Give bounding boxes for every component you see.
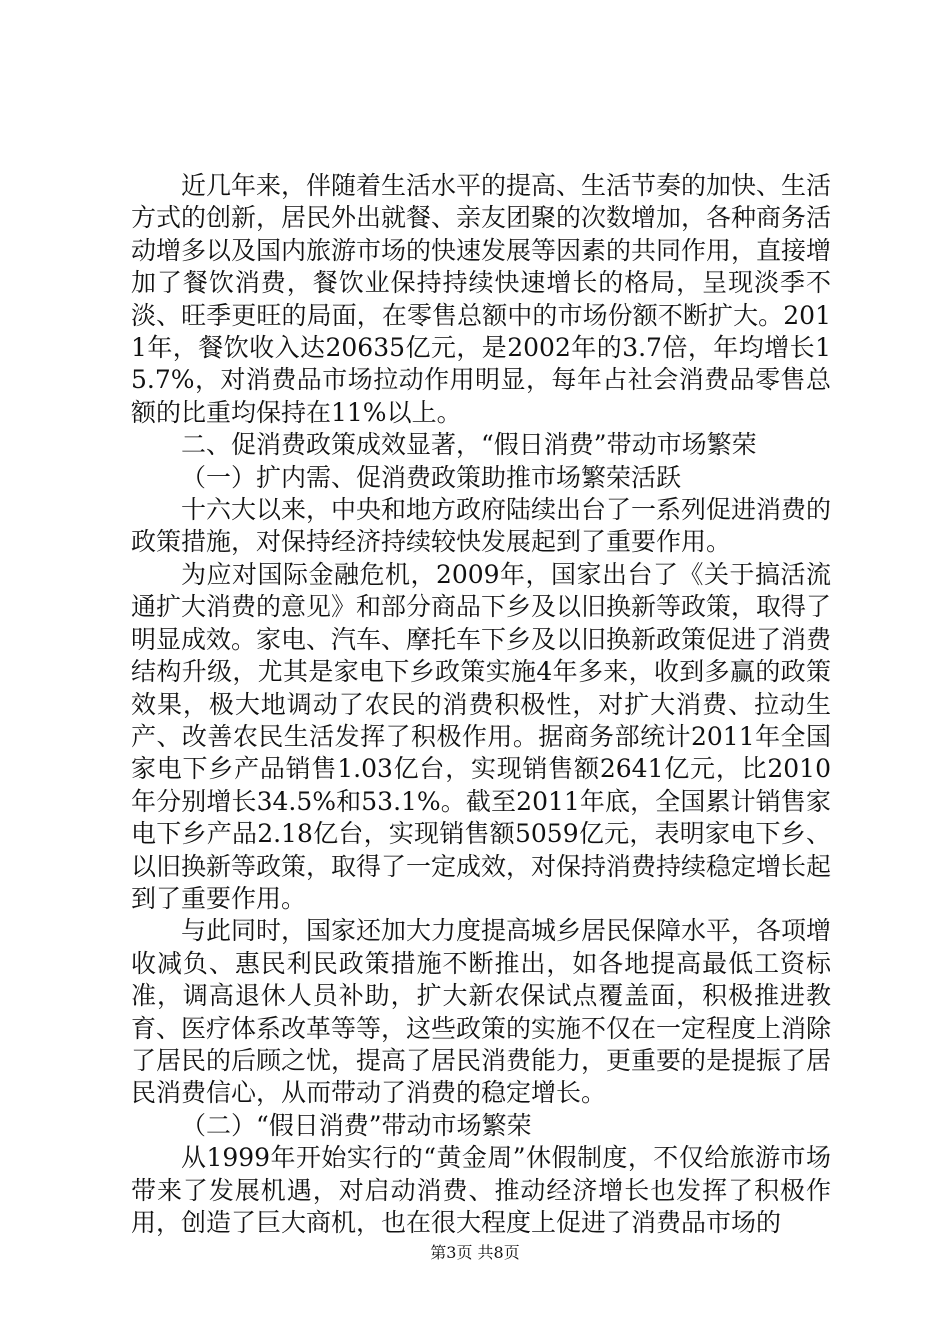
paragraph-financial-crisis-policy: 为应对国际金融危机，2009年，国家出台了《关于搞活流通扩大消费的意见》和部分商品下乡及以旧换新等政策，取得了明显成效。家电、汽车、摩托车下乡及以旧换新政策促进了消费结构升级，尤其是家电下乡政策实施4年多来，收到多赢的政策效果，极大地调动了农民的消费积极性，对扩大消费、拉动生产、改善农民生活发挥了积极作用。据商务部统计2011年全国家电下乡产品销售1.03亿台，实现销售额2641亿元，比2010年分别增长34.5%和53.1%。截至2011年底，全国累计销售家电下乡产品2.18亿台，实现销售额5059亿元，表明家电下乡、以旧换新等政策，取得了一定成效，对保持消费持续稳定增长起到了重要作用。	[131, 559, 832, 913]
page-number-footer: 第3页 共8页	[430, 1243, 520, 1262]
subsection-heading-1: （一）扩内需、促消费政策助推市场繁荣活跃	[181, 462, 682, 492]
paragraph-policy-intro: 十六大以来，中央和地方政府陆续出台了一系列促进消费的政策措施，对保持经济持续较快发展起到了重要作用。	[131, 495, 832, 557]
subsection-heading-2: （二）“假日消费”带动市场繁荣	[181, 1110, 532, 1140]
paragraph-social-security: 与此同时，国家还加大力度提高城乡居民保障水平，各项增收减负、惠民利民政策措施不断推出，如各地提高最低工资标准，调高退休人员补助，扩大新农保试点覆盖面，积极推进教育、医疗体系改革等等，这些政策的实施不仅在一定程度上消除了居民的后顾之忧，提高了居民消费能力，更重要的是提振了居民消费信心，从而带动了消费的稳定增长。	[131, 916, 832, 1108]
paragraph-catering-growth: 近几年来，伴随着生活水平的提高、生活节奏的加快、生活方式的创新，居民外出就餐、亲友团聚的次数增加，各种商务活动增多以及国内旅游市场的快速发展等因素的共同作用，直接增加了餐饮消费，餐饮业保持持续快速增长的格局，呈现淡季不淡、旺季更旺的局面，在零售总额中的市场份额不断扩大。2011年，餐饮收入达20635亿元，是2002年的3.7倍，年均增长15.7%，对消费品市场拉动作用明显，每年占社会消费品零售总额的比重均保持在11%以上。	[131, 171, 832, 427]
section-heading-2: 二、促消费政策成效显著，“假日消费”带动市场繁荣	[181, 430, 757, 460]
document-body	[131, 170, 831, 1239]
paragraph-golden-week: 从1999年开始实行的“黄金周”休假制度，不仅给旅游市场带来了发展机遇，对启动消费、推动经济增长也发挥了积极作用，创造了巨大商机，也在很大程度上促进了消费品市场的	[131, 1143, 831, 1237]
